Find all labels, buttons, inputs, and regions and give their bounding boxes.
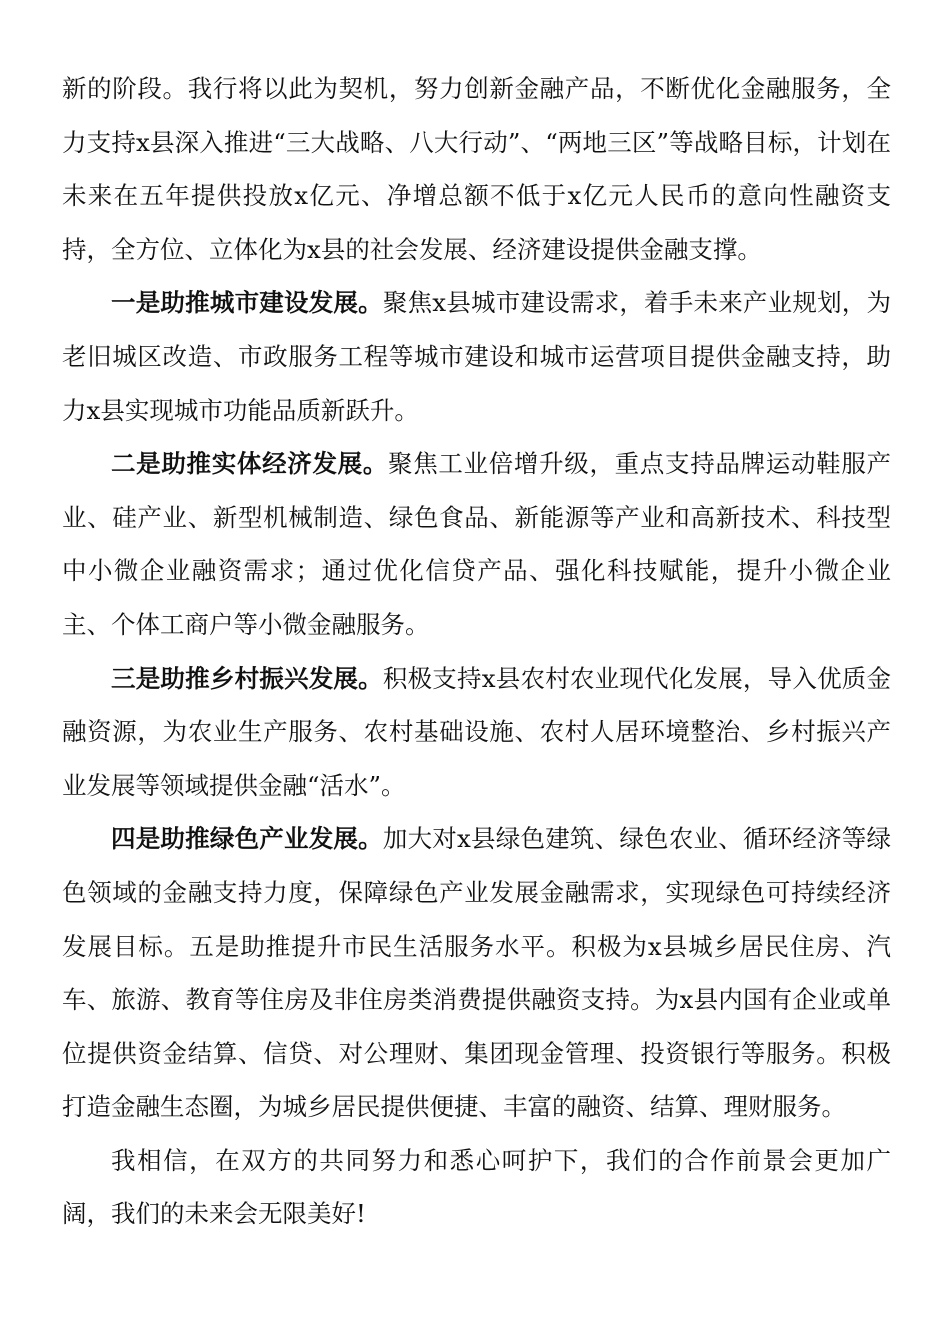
document-page <box>62 62 891 1241</box>
section-body-1: 聚焦x县城市建设需求，着手未来产业规划，为老旧城区改造、市政服务工程等城市建设和城市运营项目提供金融支持，助力x县实现城市功能品质新跃升。 <box>62 288 891 425</box>
closing-paragraph: 我相信，在双方的共同努力和悉心呵护下，我们的合作前景会更加广阔，我们的未来会无限美好! <box>62 1145 891 1229</box>
section-heading-4: 四是助推绿色产业发展。 <box>111 824 383 854</box>
section-body-2: 聚焦工业倍增升级，重点支持品牌运动鞋服产业、硅产业、新型机械制造、绿色食品、新能源等产业和高新技术、科技型中小微企业融资需求；通过优化信贷产品、强化科技赋能，提升小微企业主、个体工商户等小微金融服务。 <box>62 449 891 639</box>
section-paragraph-1 <box>62 276 891 437</box>
section-paragraph-2 <box>62 437 891 651</box>
section-paragraph-3 <box>62 652 891 813</box>
section-heading-3: 三是助推乡村振兴发展。 <box>111 663 383 693</box>
section-body-3: 积极支持x县农村农业现代化发展，导入优质金融资源，为农业生产服务、农村基础设施、农村人居环境整治、乡村振兴产业发展等领域提供金融“活水”。 <box>62 663 891 800</box>
intro-paragraph: 新的阶段。我行将以此为契机，努力创新金融产品，不断优化金融服务，全力支持x县深入推进“三大战略、八大行动”、“两地三区”等战略目标，计划在未来在五年提供投放x亿元、净增总额不低于x亿元人民币的意向性融资支持，全方位、立体化为x县的社会发展、经济建设提供金融支撑。 <box>62 74 891 264</box>
section-heading-2: 二是助推实体经济发展。 <box>111 449 389 479</box>
section-body-4: 加大对x县绿色建筑、绿色农业、循环经济等绿色领域的金融支持力度，保障绿色产业发展金融需求，实现绿色可持续经济发展目标。五是助推提升市民生活服务水平。积极为x县城乡居民住房、汽车、旅游、教育等住房及非住房类消费提供融资支持。为x县内国有企业或单位提供资金结算、信贷、对公理财、集团现金管理、投资银行等服务。积极打造金融生态圈，为城乡居民提供便捷、丰富的融资、结算、理财服务。 <box>62 824 891 1122</box>
section-paragraph-4 <box>62 812 891 1134</box>
section-heading-1: 一是助推城市建设发展。 <box>111 288 383 318</box>
